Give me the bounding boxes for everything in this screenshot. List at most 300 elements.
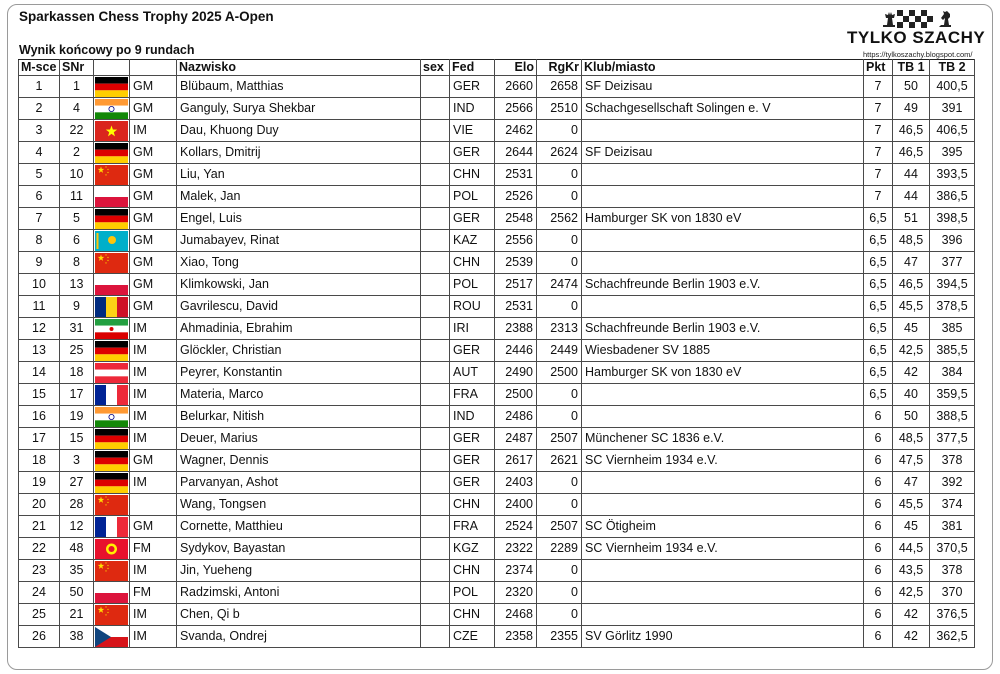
- cell-place: 17: [19, 427, 60, 449]
- cell-snr: 18: [60, 361, 94, 383]
- cell-title: IM: [130, 603, 177, 625]
- cell-place: 9: [19, 251, 60, 273]
- cell-title: GM: [130, 251, 177, 273]
- flag-vie-icon: [95, 121, 128, 141]
- cell-club: [582, 185, 864, 207]
- cell-tb2: 386,5: [930, 185, 975, 207]
- cell-tb2: 378: [930, 449, 975, 471]
- chess-pieces-icon: [879, 8, 959, 28]
- flag-fra-icon: [95, 517, 128, 537]
- header-title: [130, 60, 177, 76]
- cell-tb1: 50: [893, 405, 930, 427]
- cell-club: [582, 383, 864, 405]
- cell-place: 6: [19, 185, 60, 207]
- cell-elo: 2462: [495, 119, 537, 141]
- cell-place: 2: [19, 97, 60, 119]
- cell-club: Schachgesellschaft Solingen e. V: [582, 97, 864, 119]
- flag-cell: [94, 581, 130, 603]
- table-row: [19, 559, 975, 581]
- cell-fed: CHN: [450, 603, 495, 625]
- flag-cell: [94, 603, 130, 625]
- cell-tb2: 378: [930, 559, 975, 581]
- flag-ger-icon: [95, 451, 128, 471]
- cell-pkt: 7: [864, 141, 893, 163]
- cell-place: 11: [19, 295, 60, 317]
- cell-pkt: 6,5: [864, 273, 893, 295]
- header-rgkr: RgKr: [537, 60, 582, 76]
- cell-snr: 8: [60, 251, 94, 273]
- cell-title: IM: [130, 361, 177, 383]
- cell-pkt: 6: [864, 427, 893, 449]
- cell-name: Gavrilescu, David: [177, 295, 421, 317]
- flag-kgz-icon: [95, 539, 128, 559]
- cell-sex: [421, 295, 450, 317]
- cell-tb1: 45: [893, 515, 930, 537]
- flag-cell: [94, 141, 130, 163]
- cell-tb2: 370: [930, 581, 975, 603]
- flag-chn-icon: [95, 495, 128, 515]
- header-flag: [94, 60, 130, 76]
- cell-name: Blübaum, Matthias: [177, 75, 421, 97]
- cell-pkt: 6: [864, 515, 893, 537]
- header-snr: SNr: [60, 60, 94, 76]
- cell-place: 3: [19, 119, 60, 141]
- flag-chn-icon: [95, 165, 128, 185]
- cell-sex: [421, 471, 450, 493]
- cell-snr: 17: [60, 383, 94, 405]
- logo: [843, 8, 991, 62]
- cell-tb2: 391: [930, 97, 975, 119]
- cell-name: Cornette, Matthieu: [177, 515, 421, 537]
- cell-pkt: 6,5: [864, 317, 893, 339]
- cell-elo: 2400: [495, 493, 537, 515]
- cell-title: IM: [130, 427, 177, 449]
- cell-place: 10: [19, 273, 60, 295]
- cell-rgkr: 0: [537, 119, 582, 141]
- cell-name: Ahmadinia, Ebrahim: [177, 317, 421, 339]
- cell-club: Hamburger SK von 1830 eV: [582, 207, 864, 229]
- header-place: M-sce: [19, 60, 60, 76]
- cell-tb1: 47,5: [893, 449, 930, 471]
- cell-fed: FRA: [450, 383, 495, 405]
- flag-cell: [94, 559, 130, 581]
- cell-elo: 2320: [495, 581, 537, 603]
- table-header: [19, 60, 975, 76]
- cell-pkt: 6: [864, 449, 893, 471]
- cell-snr: 4: [60, 97, 94, 119]
- cell-fed: GER: [450, 207, 495, 229]
- cell-place: 23: [19, 559, 60, 581]
- cell-place: 15: [19, 383, 60, 405]
- cell-club: Münchener SC 1836 e.V.: [582, 427, 864, 449]
- cell-place: 8: [19, 229, 60, 251]
- cell-rgkr: 2510: [537, 97, 582, 119]
- flag-cell: [94, 515, 130, 537]
- header-sex: sex: [421, 60, 450, 76]
- cell-pkt: 6: [864, 471, 893, 493]
- cell-tb2: 384: [930, 361, 975, 383]
- cell-elo: 2644: [495, 141, 537, 163]
- cell-sex: [421, 625, 450, 647]
- cell-name: Wagner, Dennis: [177, 449, 421, 471]
- cell-rgkr: 2313: [537, 317, 582, 339]
- cell-tb2: 362,5: [930, 625, 975, 647]
- flag-ger-icon: [95, 143, 128, 163]
- cell-tb1: 51: [893, 207, 930, 229]
- cell-snr: 12: [60, 515, 94, 537]
- cell-sex: [421, 361, 450, 383]
- cell-sex: [421, 427, 450, 449]
- flag-ger-icon: [95, 473, 128, 493]
- cell-snr: 3: [60, 449, 94, 471]
- cell-place: 21: [19, 515, 60, 537]
- flag-cell: [94, 339, 130, 361]
- cell-rgkr: 2289: [537, 537, 582, 559]
- cell-tb1: 45,5: [893, 295, 930, 317]
- table-row: [19, 493, 975, 515]
- cell-rgkr: 2474: [537, 273, 582, 295]
- cell-name: Belurkar, Nitish: [177, 405, 421, 427]
- cell-tb2: 385: [930, 317, 975, 339]
- cell-place: 20: [19, 493, 60, 515]
- cell-name: Radzimski, Antoni: [177, 581, 421, 603]
- cell-title: GM: [130, 185, 177, 207]
- flag-cell: [94, 163, 130, 185]
- cell-elo: 2487: [495, 427, 537, 449]
- flag-cell: [94, 361, 130, 383]
- table-row: [19, 339, 975, 361]
- cell-rgkr: 0: [537, 559, 582, 581]
- cell-snr: 6: [60, 229, 94, 251]
- cell-pkt: 7: [864, 163, 893, 185]
- table-row: [19, 361, 975, 383]
- cell-title: IM: [130, 471, 177, 493]
- flag-cell: [94, 427, 130, 449]
- cell-title: IM: [130, 405, 177, 427]
- cell-fed: IRI: [450, 317, 495, 339]
- cell-tb1: 42,5: [893, 581, 930, 603]
- flag-pol-icon: [95, 275, 128, 295]
- cell-pkt: 6: [864, 559, 893, 581]
- cell-tb1: 44,5: [893, 537, 930, 559]
- cell-sex: [421, 405, 450, 427]
- cell-club: [582, 405, 864, 427]
- cell-rgkr: 0: [537, 163, 582, 185]
- cell-club: [582, 295, 864, 317]
- cell-fed: GER: [450, 471, 495, 493]
- flag-cell: [94, 97, 130, 119]
- table-row: [19, 405, 975, 427]
- cell-name: Engel, Luis: [177, 207, 421, 229]
- cell-tb2: 370,5: [930, 537, 975, 559]
- cell-title: GM: [130, 273, 177, 295]
- page-subtitle: Wynik końcowy po 9 rundach: [19, 43, 195, 57]
- cell-sex: [421, 97, 450, 119]
- cell-place: 1: [19, 75, 60, 97]
- cell-pkt: 6,5: [864, 383, 893, 405]
- flag-iri-icon: [95, 319, 128, 339]
- cell-tb1: 46,5: [893, 141, 930, 163]
- cell-snr: 15: [60, 427, 94, 449]
- cell-name: Deuer, Marius: [177, 427, 421, 449]
- cell-rgkr: 2449: [537, 339, 582, 361]
- cell-place: 18: [19, 449, 60, 471]
- cell-elo: 2526: [495, 185, 537, 207]
- cell-club: [582, 581, 864, 603]
- cell-rgkr: 0: [537, 295, 582, 317]
- cell-fed: GER: [450, 427, 495, 449]
- cell-pkt: 6: [864, 405, 893, 427]
- flag-cell: [94, 405, 130, 427]
- cell-club: [582, 229, 864, 251]
- flag-cell: [94, 119, 130, 141]
- cell-rgkr: 2658: [537, 75, 582, 97]
- flag-cell: [94, 185, 130, 207]
- flag-kaz-icon: [95, 231, 128, 251]
- cell-rgkr: 2507: [537, 427, 582, 449]
- cell-sex: [421, 339, 450, 361]
- table-row: [19, 273, 975, 295]
- cell-club: [582, 163, 864, 185]
- logo-name: TYLKO SZACHY: [847, 28, 986, 47]
- cell-tb1: 42,5: [893, 339, 930, 361]
- cell-title: GM: [130, 295, 177, 317]
- table-row: [19, 581, 975, 603]
- cell-sex: [421, 273, 450, 295]
- cell-pkt: 6: [864, 537, 893, 559]
- header-tb1: TB 1: [893, 60, 930, 76]
- cell-club: [582, 251, 864, 273]
- cell-snr: 50: [60, 581, 94, 603]
- cell-club: Wiesbadener SV 1885: [582, 339, 864, 361]
- flag-cell: [94, 449, 130, 471]
- header-tb2: TB 2: [930, 60, 975, 76]
- table-row: [19, 515, 975, 537]
- flag-cell: [94, 317, 130, 339]
- cell-place: 25: [19, 603, 60, 625]
- cell-fed: IND: [450, 405, 495, 427]
- cell-place: 26: [19, 625, 60, 647]
- cell-club: Hamburger SK von 1830 eV: [582, 361, 864, 383]
- flag-ger-icon: [95, 429, 128, 449]
- cell-fed: IND: [450, 97, 495, 119]
- cell-elo: 2556: [495, 229, 537, 251]
- cell-tb1: 46,5: [893, 273, 930, 295]
- cell-fed: GER: [450, 339, 495, 361]
- cell-club: SC Viernheim 1934 e.V.: [582, 449, 864, 471]
- cell-fed: KAZ: [450, 229, 495, 251]
- cell-rgkr: 0: [537, 471, 582, 493]
- cell-pkt: 7: [864, 185, 893, 207]
- results-table: [18, 59, 975, 648]
- cell-elo: 2539: [495, 251, 537, 273]
- flag-rou-icon: [95, 297, 128, 317]
- cell-tb2: 396: [930, 229, 975, 251]
- cell-title: GM: [130, 229, 177, 251]
- cell-title: IM: [130, 383, 177, 405]
- cell-snr: 25: [60, 339, 94, 361]
- cell-snr: 5: [60, 207, 94, 229]
- cell-club: SC Ötigheim: [582, 515, 864, 537]
- cell-name: Jin, Yueheng: [177, 559, 421, 581]
- cell-elo: 2468: [495, 603, 537, 625]
- cell-elo: 2524: [495, 515, 537, 537]
- cell-tb1: 47: [893, 251, 930, 273]
- flag-cell: [94, 207, 130, 229]
- cell-rgkr: 2624: [537, 141, 582, 163]
- cell-club: SF Deizisau: [582, 141, 864, 163]
- cell-tb2: 374: [930, 493, 975, 515]
- cell-title: IM: [130, 317, 177, 339]
- cell-tb2: 388,5: [930, 405, 975, 427]
- cell-elo: 2446: [495, 339, 537, 361]
- cell-sex: [421, 251, 450, 273]
- flag-aut-icon: [95, 363, 128, 383]
- cell-club: Schachfreunde Berlin 1903 e.V.: [582, 317, 864, 339]
- flag-cell: [94, 383, 130, 405]
- table-row: [19, 449, 975, 471]
- cell-rgkr: 2562: [537, 207, 582, 229]
- flag-pol-icon: [95, 187, 128, 207]
- cell-club: [582, 559, 864, 581]
- cell-rgkr: 0: [537, 185, 582, 207]
- flag-pol-icon: [95, 583, 128, 603]
- cell-club: [582, 119, 864, 141]
- table-row: [19, 603, 975, 625]
- cell-sex: [421, 515, 450, 537]
- cell-tb1: 46,5: [893, 119, 930, 141]
- cell-sex: [421, 493, 450, 515]
- cell-elo: 2500: [495, 383, 537, 405]
- cell-rgkr: 0: [537, 493, 582, 515]
- cell-rgkr: 0: [537, 383, 582, 405]
- cell-tb1: 45: [893, 317, 930, 339]
- cell-snr: 21: [60, 603, 94, 625]
- cell-snr: 28: [60, 493, 94, 515]
- header-fed: Fed: [450, 60, 495, 76]
- cell-elo: 2660: [495, 75, 537, 97]
- flag-cze-icon: [95, 627, 128, 647]
- cell-fed: ROU: [450, 295, 495, 317]
- cell-tb2: 395: [930, 141, 975, 163]
- flag-ger-icon: [95, 77, 128, 97]
- cell-pkt: 7: [864, 119, 893, 141]
- cell-tb2: 377: [930, 251, 975, 273]
- cell-name: Materia, Marco: [177, 383, 421, 405]
- header-elo: Elo: [495, 60, 537, 76]
- cell-place: 14: [19, 361, 60, 383]
- cell-title: GM: [130, 207, 177, 229]
- cell-fed: GER: [450, 449, 495, 471]
- cell-title: [130, 493, 177, 515]
- cell-sex: [421, 581, 450, 603]
- flag-chn-icon: [95, 561, 128, 581]
- cell-pkt: 6: [864, 493, 893, 515]
- cell-sex: [421, 119, 450, 141]
- cell-tb1: 48,5: [893, 427, 930, 449]
- cell-name: Peyrer, Konstantin: [177, 361, 421, 383]
- cell-pkt: 7: [864, 97, 893, 119]
- logo-url[interactable]: https://tylkoszachy.blogspot.com/: [863, 50, 973, 59]
- cell-tb1: 40: [893, 383, 930, 405]
- cell-fed: POL: [450, 185, 495, 207]
- cell-pkt: 6,5: [864, 207, 893, 229]
- cell-name: Parvanyan, Ashot: [177, 471, 421, 493]
- cell-snr: 48: [60, 537, 94, 559]
- cell-pkt: 6,5: [864, 229, 893, 251]
- cell-sex: [421, 185, 450, 207]
- cell-club: [582, 471, 864, 493]
- cell-sex: [421, 75, 450, 97]
- cell-snr: 38: [60, 625, 94, 647]
- cell-name: Sydykov, Bayastan: [177, 537, 421, 559]
- table-row: [19, 75, 975, 97]
- cell-sex: [421, 559, 450, 581]
- cell-fed: CHN: [450, 163, 495, 185]
- cell-elo: 2517: [495, 273, 537, 295]
- cell-elo: 2322: [495, 537, 537, 559]
- cell-tb1: 50: [893, 75, 930, 97]
- flag-cell: [94, 471, 130, 493]
- table-row: [19, 229, 975, 251]
- cell-fed: CZE: [450, 625, 495, 647]
- cell-rgkr: 0: [537, 229, 582, 251]
- cell-tb2: 381: [930, 515, 975, 537]
- cell-snr: 13: [60, 273, 94, 295]
- cell-name: Jumabayev, Rinat: [177, 229, 421, 251]
- cell-sex: [421, 141, 450, 163]
- cell-tb1: 47: [893, 471, 930, 493]
- flag-fra-icon: [95, 385, 128, 405]
- cell-snr: 11: [60, 185, 94, 207]
- cell-rgkr: 0: [537, 405, 582, 427]
- cell-title: IM: [130, 559, 177, 581]
- cell-elo: 2490: [495, 361, 537, 383]
- cell-name: Kollars, Dmitrij: [177, 141, 421, 163]
- cell-fed: CHN: [450, 493, 495, 515]
- cell-place: 12: [19, 317, 60, 339]
- table-row: [19, 141, 975, 163]
- cell-tb1: 42: [893, 603, 930, 625]
- cell-elo: 2486: [495, 405, 537, 427]
- cell-name: Svanda, Ondrej: [177, 625, 421, 647]
- cell-sex: [421, 449, 450, 471]
- cell-sex: [421, 537, 450, 559]
- flag-cell: [94, 295, 130, 317]
- cell-tb1: 43,5: [893, 559, 930, 581]
- cell-sex: [421, 207, 450, 229]
- cell-rgkr: 2621: [537, 449, 582, 471]
- cell-pkt: 6,5: [864, 295, 893, 317]
- table-row: [19, 317, 975, 339]
- table-row: [19, 625, 975, 647]
- cell-title: GM: [130, 97, 177, 119]
- cell-place: 16: [19, 405, 60, 427]
- cell-title: IM: [130, 119, 177, 141]
- cell-name: Wang, Tongsen: [177, 493, 421, 515]
- cell-elo: 2388: [495, 317, 537, 339]
- cell-rgkr: 0: [537, 603, 582, 625]
- flag-cell: [94, 537, 130, 559]
- cell-pkt: 6,5: [864, 251, 893, 273]
- flag-ger-icon: [95, 341, 128, 361]
- flag-ind-icon: [95, 99, 128, 119]
- cell-club: Schachfreunde Berlin 1903 e.V.: [582, 273, 864, 295]
- cell-title: IM: [130, 625, 177, 647]
- cell-elo: 2374: [495, 559, 537, 581]
- cell-rgkr: 0: [537, 251, 582, 273]
- page-title: Sparkassen Chess Trophy 2025 A-Open: [19, 9, 274, 24]
